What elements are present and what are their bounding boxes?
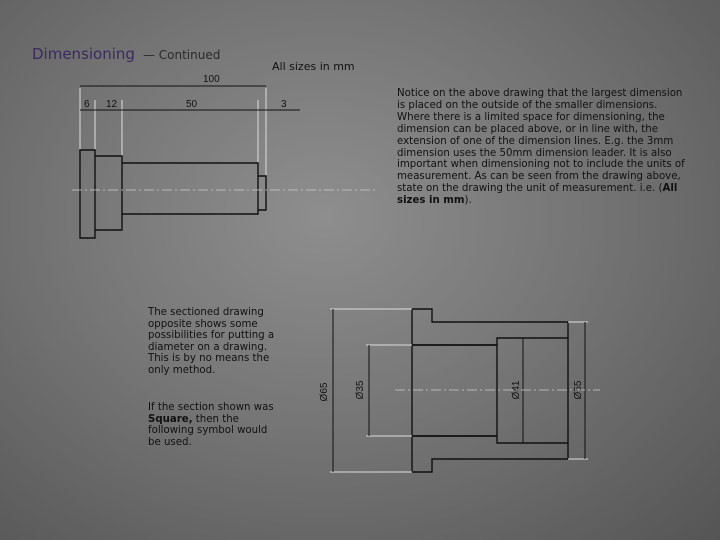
units-note: All sizes in mm: [272, 60, 355, 73]
dia-bore-label: Ø35: [355, 380, 366, 400]
dia-outer-flange-label: Ø65: [319, 382, 330, 402]
dim-groove-label: 3: [281, 99, 287, 110]
title-subtitle: — Continued: [142, 48, 221, 62]
notice-bold: All sizes in mm: [397, 183, 678, 207]
section-hatch-bottom: [412, 436, 568, 472]
dim-overall-label: 100: [203, 74, 220, 85]
notice-end: ).: [464, 195, 472, 207]
title-main: Dimensioning: [32, 45, 135, 63]
section-hatch-top: [412, 309, 568, 345]
square-note-bold: Square,: [148, 413, 193, 425]
square-note-before: If the section shown was: [148, 402, 274, 413]
notice-text: Notice on the above drawing that the largest dimension is placed on the outside of the smaller dimensions. Where there is a limited space for dimensioning, the dimension can be placed above, or in line with, the extension of one of the dimension lines. E.g. the 3mm dimension uses the 50mm dimension leader. It is also important when dimensioning not to include the units of measurement. As can be seen from the drawing above, state on the drawing the unit of measurement. i.e. (: [397, 88, 685, 195]
square-note-after: then the following symbol would be used.: [148, 413, 268, 448]
section-note: The sectioned drawing opposite shows some possibilities for putting a diameter on a drawing. This is by no means the only method.: [148, 307, 275, 376]
dia-body-label: Ø55: [573, 380, 584, 400]
dim-step-label: 12: [106, 99, 118, 110]
dim-flange-label: 6: [84, 99, 90, 110]
dim-body-label: 50: [186, 99, 198, 110]
dia-recess-label: Ø41: [511, 380, 522, 400]
